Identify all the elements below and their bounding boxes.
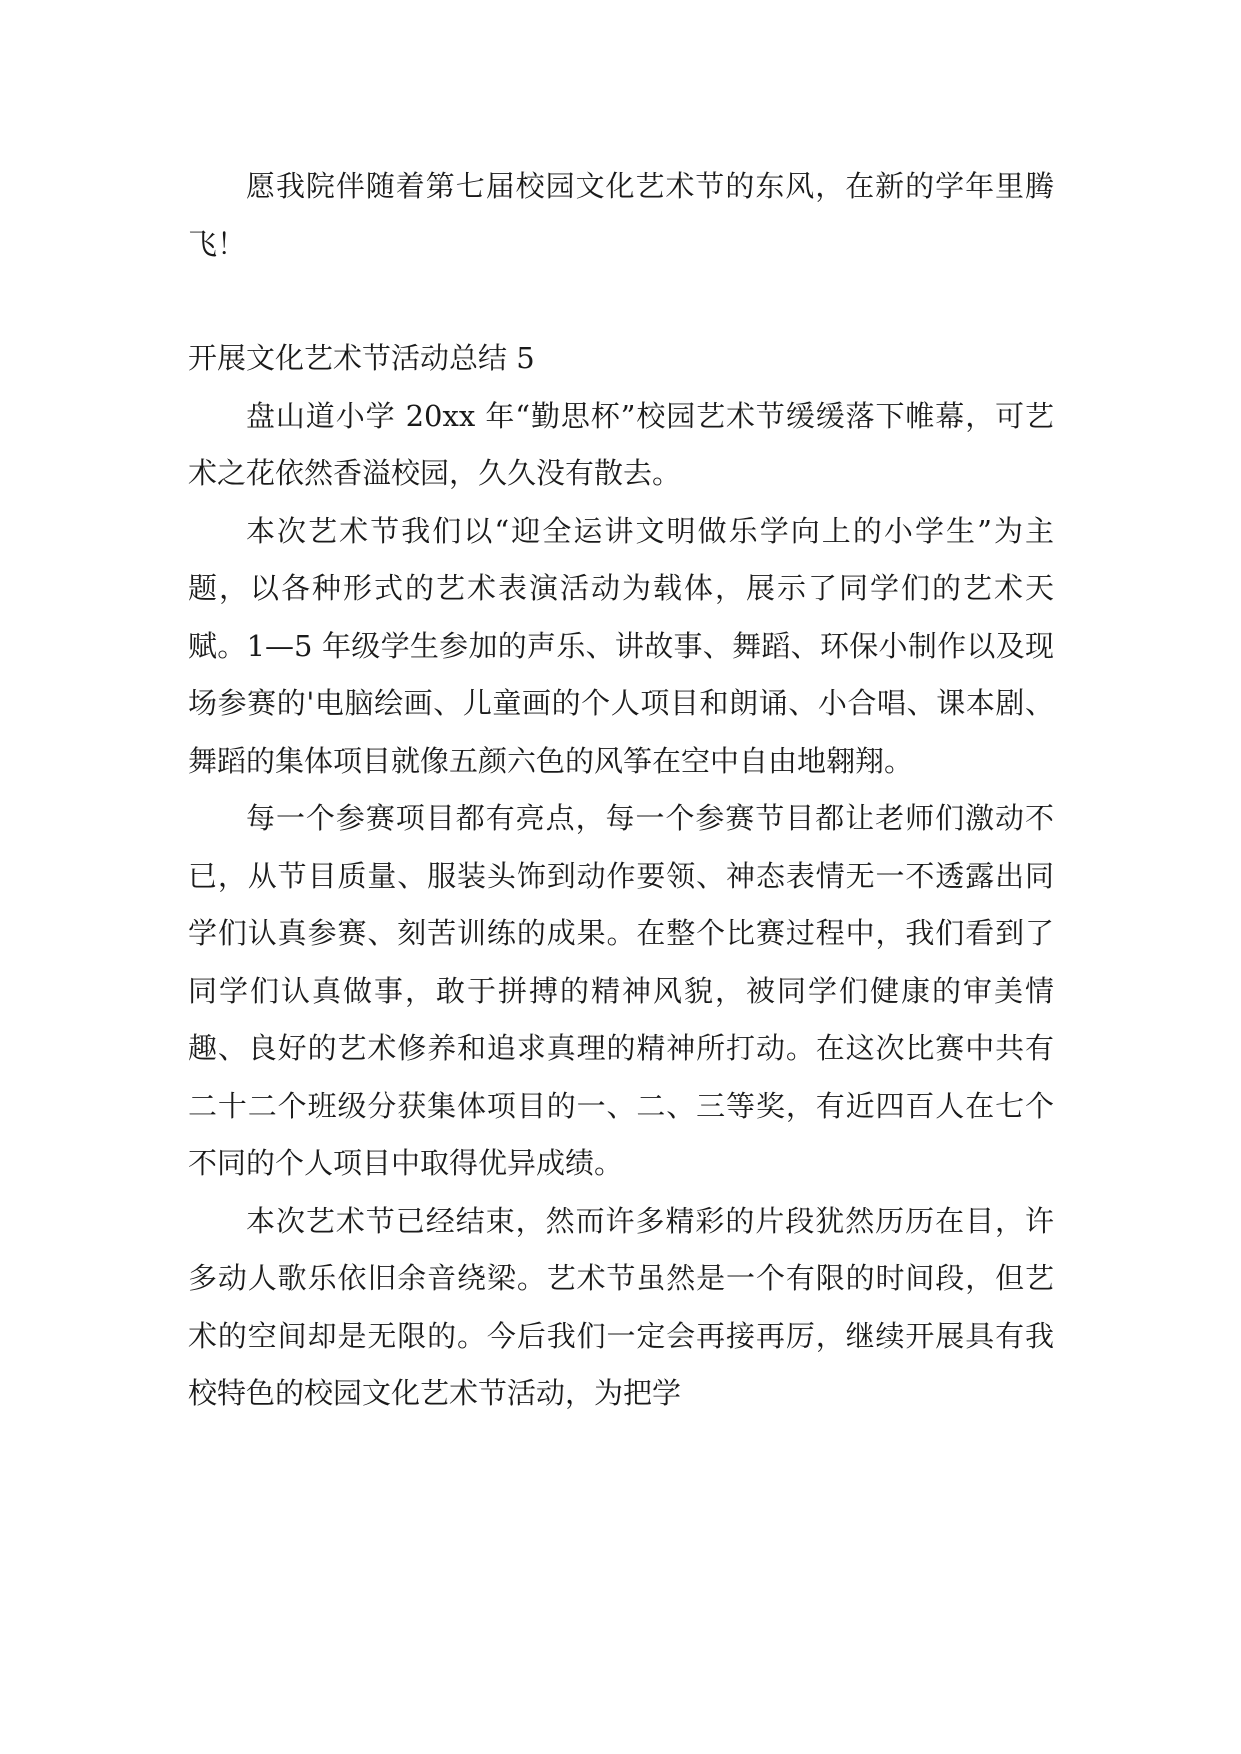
section-title: 开展文化艺术节活动总结 5 [188,341,535,375]
body-paragraph-4: 本次艺术节已经结束，然而许多精彩的片段犹然历历在目，许多动人歌乐依旧余音绕梁。艺术节虽然是一个有限的时间段，但艺术的空间却是无限的。今后我们一定会再接再厉，继续开展具有我校特色的校园文化艺术节活动，为把学 [188,1203,1054,1410]
paragraph-gap [188,273,1054,330]
body-paragraph-3: 每一个参赛项目都有亮点，每一个参赛节目都让老师们激动不已，从节目质量、服装头饰到动作要领、神态表情无一不透露出同学们认真参赛、刻苦训练的成果。在整个比赛过程中，我们看到了同学们认真做事，敢于拼搏的精神风貌，被同学们健康的审美情趣、良好的艺术修养和追求真理的精神所打动。在这次比赛中共有二十二个班级分获集体项目的一、二、三等奖，有近四百人在七个不同的个人项目中取得优异成绩。 [188,801,1054,1180]
body-paragraph-1: 盘山道小学 20xx 年“勤思杯”校园艺术节缓缓落下帷幕，可艺术之花依然香溢校园，久久没有散去。 [188,398,1054,490]
body-paragraph-2: 本次艺术节我们以“迎全运讲文明做乐学向上的小学生”为主题，以各种形式的艺术表演活动为载体，展示了同学们的艺术天赋。1—5 年级学生参加的声乐、讲故事、舞蹈、环保小制作以及现场参赛的'电脑绘画、儿童画的个人项目和朗诵、小合唱、课本剧、舞蹈的集体项目就像五颜六色的风筝在空中自由地翱翔。 [188,513,1054,778]
document-page [188,158,1054,1423]
intro-paragraph: 愿我院伴随着第七届校园文化艺术节的东风，在新的学年里腾飞！ [188,169,1054,261]
